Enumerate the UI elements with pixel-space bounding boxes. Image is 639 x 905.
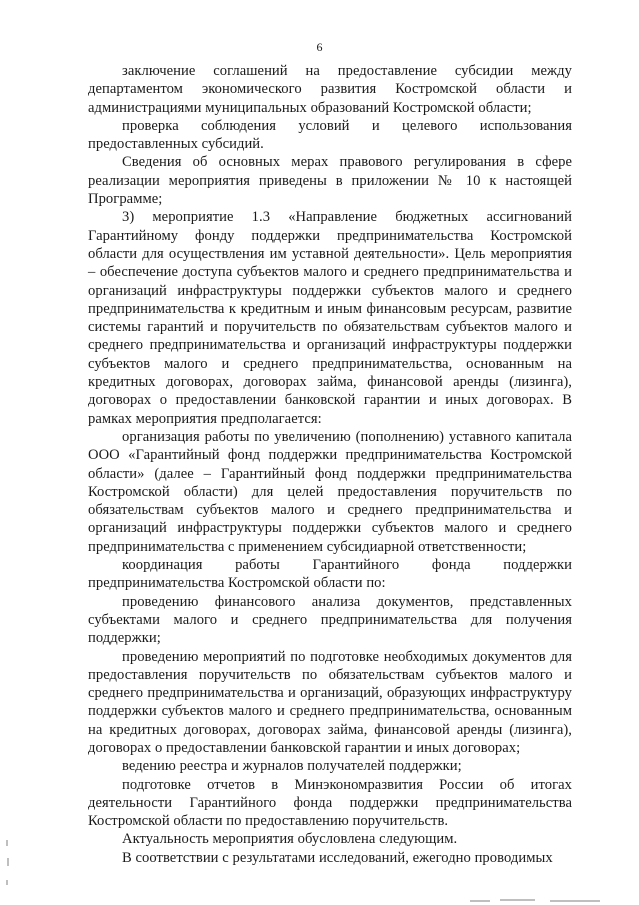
scan-edge-mark-left	[6, 840, 10, 900]
page-number: 6	[316, 40, 323, 54]
paragraph-document-preparation: проведению мероприятий по подготовке необходимых документов для предоставления поручительств по обязательствам субъектов малого и среднего предпринимательства и организаций, образующих инфраструктуру поддержки субъектов малого и среднего предпринимательства, основанным на кредитных договорах, договорах займа, финансовой аренды (лизинга), договорах о предоставлении банковской гарантии и иных договорах;	[88, 648, 572, 756]
paragraph-measure-1-3: 3) мероприятие 1.3 «Направление бюджетных ассигнований Гарантийному фонду поддержки предпринимательства Костромской области для осуществления им уставной деятельности». Цель мероприятия – обеспечение доступа субъектов малого и среднего предпринимательства и организаций инфраструктуры поддержки субъектов малого и среднего предпринимательства к кредитным и иным финансовым ресурсам, развитие системы гарантий и поручительств по обязательствам субъектов малого и среднего предпринимательства и организаций инфраструктуры поддержки субъектов малого и среднего предпринимательства, основанным на кредитных договорах, договорах займа, финансовой аренды (лизинга), договорах о предоставлении банковской гарантии и иных договорах. В рамках мероприятия предполагается:	[88, 209, 572, 427]
document-body	[88, 62, 572, 867]
paragraph-agreement: заключение соглашений на предоставление субсидии между департаментом экономического развития Костромской области и администрациями муниципальных образований Костромской области;	[88, 63, 572, 116]
paragraph-coordination: координация работы Гарантийного фонда поддержки предпринимательства Костромской области по:	[88, 557, 572, 592]
paragraph-reporting: подготовке отчетов в Минэкономразвития России об итогах деятельности Гарантийного фонда поддержки предпринимательства Костромской области по предоставлению поручительств.	[88, 776, 572, 830]
paragraph-financial-analysis: проведению финансового анализа документов, представленных субъектами малого и среднего предпринимательства для получения поддержки;	[88, 593, 572, 647]
paragraph-registry: ведению реестра и журналов получателей поддержки;	[122, 758, 462, 775]
scan-edge-mark-bottom	[470, 899, 620, 903]
paragraph-relevance: Актуальность мероприятия обусловлена следующим.	[122, 831, 458, 848]
paragraph-capital-increase: организация работы по увеличению (пополнению) уставного капитала ООО «Гарантийный фонд поддержки предпринимательства Костромской области» (далее – Гарантийный фонд поддержки предпринимательства Костромской области) для целей предоставления поручительств по обязательствам субъектов малого и среднего предпринимательства и организаций инфраструктуры поддержки субъектов малого и среднего предпринимательства с применением субсидиарной ответственности;	[88, 428, 572, 555]
paragraph-legal-measures: Сведения об основных мерах правового регулирования в сфере реализации мероприятия приведены в приложении № 10 к настоящей Программе;	[88, 154, 572, 208]
paragraph-verification: проверка соблюдения условий и целевого использования предоставленных субсидий.	[88, 117, 572, 153]
paragraph-research: В соответствии с результатами исследований, ежегодно проводимых	[122, 849, 553, 866]
